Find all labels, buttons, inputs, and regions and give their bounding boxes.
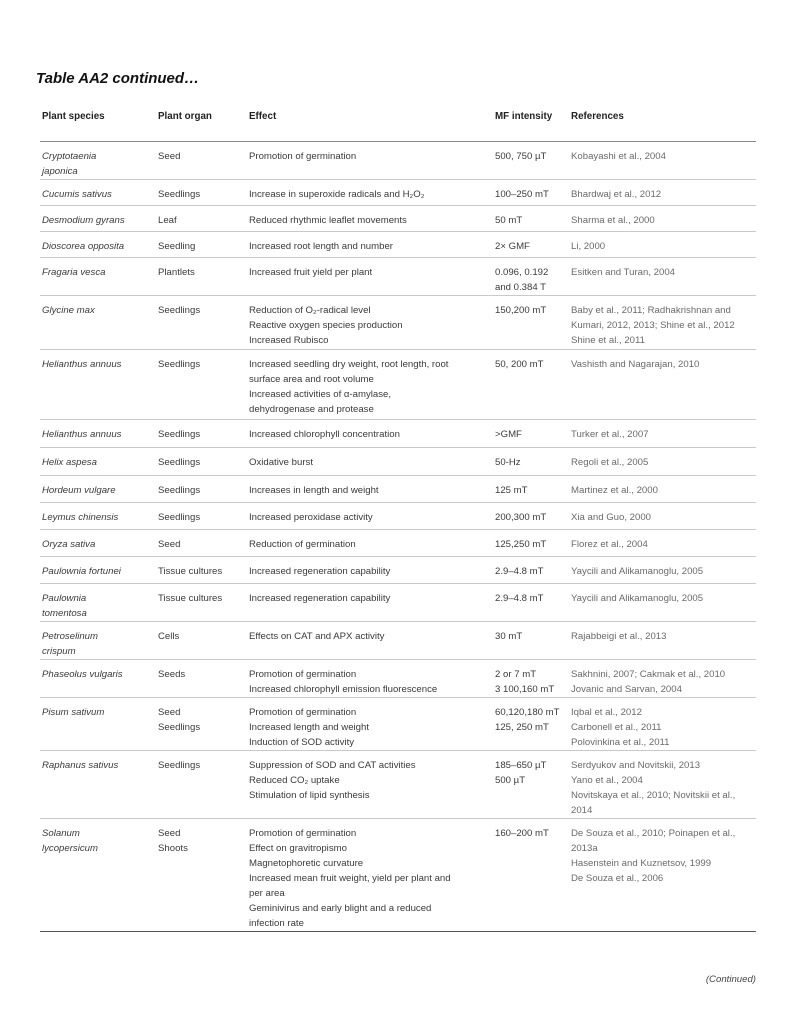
cell-plant-organ bbox=[158, 420, 249, 447]
cell-line: Cells bbox=[158, 631, 180, 642]
cell-plant-organ bbox=[158, 530, 249, 556]
cell-line: tomentosa bbox=[42, 608, 87, 619]
cell-line: Bhardwaj et al., 2012 bbox=[571, 189, 662, 200]
cell-line: Seedlings bbox=[158, 359, 201, 370]
cell-plant-organ bbox=[158, 819, 249, 931]
cell-line: 185–650 µT bbox=[495, 760, 547, 771]
cell-line: Kobayashi et al., 2004 bbox=[571, 151, 666, 162]
cell-line: Seedlings bbox=[158, 485, 201, 496]
plant-effects-table bbox=[40, 104, 756, 932]
cell-plant-organ bbox=[158, 557, 249, 583]
cell-line: Increase in superoxide radicals and H₂O₂ bbox=[249, 189, 425, 200]
cell-line: Paulownia fortunei bbox=[42, 566, 121, 577]
cell-plant-species bbox=[40, 819, 158, 931]
cell-line: 50, 200 mT bbox=[495, 359, 544, 370]
cell-line: De Souza et al., 2006 bbox=[571, 873, 664, 884]
cell-line: 50-Hz bbox=[495, 457, 521, 468]
cell-plant-organ bbox=[158, 476, 249, 502]
cell-line: 0.096, 0.192 bbox=[495, 267, 549, 278]
cell-line: 2.9–4.8 mT bbox=[495, 593, 544, 604]
cell-line: 160–200 mT bbox=[495, 828, 549, 839]
cell-line: Sharma et al., 2000 bbox=[571, 215, 655, 226]
table-heading: Table AA2 continued… bbox=[36, 70, 200, 87]
table-row bbox=[40, 296, 756, 350]
cell-mf-intensity bbox=[495, 819, 571, 931]
cell-references bbox=[571, 258, 756, 295]
cell-line: dehydrogenase and protease bbox=[249, 404, 374, 415]
cell-effect bbox=[249, 420, 495, 447]
cell-line: Kumari, 2012, 2013; Shine et al., 2012 bbox=[571, 320, 735, 331]
cell-plant-organ bbox=[158, 448, 249, 475]
cell-mf-intensity bbox=[495, 557, 571, 583]
cell-line: Hasenstein and Kuznetsov, 1999 bbox=[571, 858, 712, 869]
table-row bbox=[40, 660, 756, 698]
cell-line: Serdyukov and Novitskii, 2013 bbox=[571, 760, 701, 771]
cell-line: Yaycili and Alikamanoglu, 2005 bbox=[571, 566, 704, 577]
cell-line: 2014 bbox=[571, 805, 593, 816]
cell-line: Seed bbox=[158, 828, 181, 839]
cell-line: Increased regeneration capability bbox=[249, 593, 391, 604]
cell-mf-intensity bbox=[495, 584, 571, 621]
cell-references bbox=[571, 232, 756, 257]
cell-effect bbox=[249, 751, 495, 818]
cell-line: Increased peroxidase activity bbox=[249, 512, 373, 523]
cell-line: Reactive oxygen species production bbox=[249, 320, 403, 331]
cell-line: Dioscorea opposita bbox=[42, 241, 125, 252]
table-row bbox=[40, 751, 756, 819]
cell-plant-organ bbox=[158, 503, 249, 529]
cell-line: 125, 250 mT bbox=[495, 722, 549, 733]
table-row bbox=[40, 819, 756, 932]
cell-line: Increased chlorophyll concentration bbox=[249, 429, 400, 440]
cell-line: Xia and Guo, 2000 bbox=[571, 512, 652, 523]
cell-effect bbox=[249, 557, 495, 583]
cell-plant-species bbox=[40, 448, 158, 475]
cell-line: Glycine max bbox=[42, 305, 95, 316]
table-row bbox=[40, 232, 756, 258]
cell-line: De Souza et al., 2010; Poinapen et al., bbox=[571, 828, 736, 839]
cell-line: Phaseolus vulgaris bbox=[42, 669, 123, 680]
cell-references bbox=[571, 503, 756, 529]
cell-mf-intensity bbox=[495, 698, 571, 750]
cell-line: and 0.384 T bbox=[495, 282, 547, 293]
cell-line: >GMF bbox=[495, 429, 522, 440]
cell-plant-organ bbox=[158, 584, 249, 621]
cell-plant-organ bbox=[158, 232, 249, 257]
cell-line: Promotion of germination bbox=[249, 669, 357, 680]
cell-line: Rajabbeigi et al., 2013 bbox=[571, 631, 667, 642]
cell-line: Tissue cultures bbox=[158, 593, 223, 604]
cell-effect bbox=[249, 698, 495, 750]
cell-line: Florez et al., 2004 bbox=[571, 539, 648, 550]
cell-line: Reduction of germination bbox=[249, 539, 356, 550]
cell-references bbox=[571, 142, 756, 179]
cell-line: Esitken and Turan, 2004 bbox=[571, 267, 676, 278]
cell-line: Jovanic and Sarvan, 2004 bbox=[571, 684, 682, 695]
cell-line: Petroselinum bbox=[42, 631, 98, 642]
cell-plant-species bbox=[40, 530, 158, 556]
cell-line: 125 mT bbox=[495, 485, 528, 496]
cell-line: 500, 750 µT bbox=[495, 151, 547, 162]
cell-effect bbox=[249, 503, 495, 529]
cell-line: Leaf bbox=[158, 215, 177, 226]
cell-plant-species bbox=[40, 660, 158, 697]
cell-line: Baby et al., 2011; Radhakrishnan and bbox=[571, 305, 731, 316]
cell-line: Promotion of germination bbox=[249, 151, 357, 162]
cell-line: Hordeum vulgare bbox=[42, 485, 116, 496]
cell-plant-organ bbox=[158, 622, 249, 659]
cell-line: 60,120,180 mT bbox=[495, 707, 560, 718]
cell-line: 2013a bbox=[571, 843, 598, 854]
cell-line: Increases in length and weight bbox=[249, 485, 379, 496]
table-row bbox=[40, 622, 756, 660]
cell-effect bbox=[249, 258, 495, 295]
cell-line: Effect on gravitropismo bbox=[249, 843, 347, 854]
cell-effect bbox=[249, 476, 495, 502]
cell-effect bbox=[249, 296, 495, 349]
cell-plant-organ bbox=[158, 258, 249, 295]
cell-line: Seedlings bbox=[158, 457, 201, 468]
cell-line: Seedlings bbox=[158, 722, 201, 733]
table-row bbox=[40, 530, 756, 557]
cell-line: Seedlings bbox=[158, 512, 201, 523]
cell-line: Cucumis sativus bbox=[42, 189, 112, 200]
cell-mf-intensity bbox=[495, 530, 571, 556]
cell-line: 125,250 mT bbox=[495, 539, 547, 550]
table-row bbox=[40, 206, 756, 232]
cell-line: Seedlings bbox=[158, 189, 201, 200]
table-row bbox=[40, 180, 756, 206]
table-row bbox=[40, 142, 756, 180]
continued-note: (Continued) bbox=[705, 974, 756, 985]
cell-plant-species bbox=[40, 142, 158, 179]
cell-line: 3 100,160 mT bbox=[495, 684, 555, 695]
cell-line: 150,200 mT bbox=[495, 305, 547, 316]
cell-line: Increased activities of α-amylase, bbox=[249, 389, 392, 400]
cell-mf-intensity bbox=[495, 296, 571, 349]
cell-mf-intensity bbox=[495, 622, 571, 659]
cell-line: Helianthus annuus bbox=[42, 429, 122, 440]
cell-line: Increased seedling dry weight, root length, root bbox=[249, 359, 449, 370]
cell-plant-species bbox=[40, 232, 158, 257]
cell-line: Magnetophoretic curvature bbox=[249, 858, 364, 869]
cell-mf-intensity bbox=[495, 503, 571, 529]
cell-line: Increased chlorophyll emission fluorescence bbox=[249, 684, 438, 695]
table-row bbox=[40, 698, 756, 751]
header-references: References bbox=[571, 111, 624, 122]
cell-mf-intensity bbox=[495, 232, 571, 257]
cell-line: 2.9–4.8 mT bbox=[495, 566, 544, 577]
cell-effect bbox=[249, 142, 495, 179]
cell-line: per area bbox=[249, 888, 285, 899]
cell-line: Tissue cultures bbox=[158, 566, 223, 577]
cell-plant-species bbox=[40, 622, 158, 659]
cell-line: Yaycili and Alikamanoglu, 2005 bbox=[571, 593, 704, 604]
cell-line: Turker et al., 2007 bbox=[571, 429, 649, 440]
cell-mf-intensity bbox=[495, 258, 571, 295]
cell-effect bbox=[249, 819, 495, 931]
cell-line: Yano et al., 2004 bbox=[571, 775, 643, 786]
cell-line: surface area and root volume bbox=[249, 374, 374, 385]
cell-line: Novitskaya et al., 2010; Novitskii et al., bbox=[571, 790, 736, 801]
cell-effect bbox=[249, 448, 495, 475]
cell-plant-organ bbox=[158, 180, 249, 205]
cell-line: Increased regeneration capability bbox=[249, 566, 391, 577]
cell-mf-intensity bbox=[495, 350, 571, 419]
cell-plant-species bbox=[40, 420, 158, 447]
cell-line: Increased mean fruit weight, yield per plant and bbox=[249, 873, 451, 884]
cell-plant-species bbox=[40, 557, 158, 583]
cell-line: Reduced rhythmic leaflet movements bbox=[249, 215, 407, 226]
cell-line: 50 mT bbox=[495, 215, 523, 226]
cell-line: 30 mT bbox=[495, 631, 523, 642]
cell-line: Shoots bbox=[158, 843, 188, 854]
cell-plant-species bbox=[40, 258, 158, 295]
cell-line: 2 or 7 mT bbox=[495, 669, 537, 680]
cell-line: Seeds bbox=[158, 669, 186, 680]
cell-line: Fragaria vesca bbox=[42, 267, 106, 278]
table-row bbox=[40, 476, 756, 503]
cell-line: Paulownia bbox=[42, 593, 87, 604]
header-plant-organ: Plant organ bbox=[158, 111, 212, 122]
cell-plant-species bbox=[40, 206, 158, 231]
table-row bbox=[40, 584, 756, 622]
cell-line: Induction of SOD activity bbox=[249, 737, 355, 748]
cell-effect bbox=[249, 206, 495, 231]
cell-line: Cryptotaenia bbox=[42, 151, 97, 162]
cell-plant-species bbox=[40, 476, 158, 502]
cell-line: Sakhnini, 2007; Cakmak et al., 2010 bbox=[571, 669, 726, 680]
cell-line: 500 µT bbox=[495, 775, 526, 786]
table-row bbox=[40, 420, 756, 448]
cell-line: Seedlings bbox=[158, 429, 201, 440]
cell-plant-organ bbox=[158, 350, 249, 419]
cell-line: Suppression of SOD and CAT activities bbox=[249, 760, 416, 771]
cell-line: Increased Rubisco bbox=[249, 335, 329, 346]
cell-references bbox=[571, 660, 756, 697]
cell-line: Stimulation of lipid synthesis bbox=[249, 790, 370, 801]
cell-line: Carbonell et al., 2011 bbox=[571, 722, 662, 733]
cell-references bbox=[571, 584, 756, 621]
cell-effect bbox=[249, 622, 495, 659]
cell-plant-species bbox=[40, 751, 158, 818]
cell-line: Plantlets bbox=[158, 267, 195, 278]
cell-plant-organ bbox=[158, 296, 249, 349]
cell-line: 2× GMF bbox=[495, 241, 530, 252]
cell-effect bbox=[249, 584, 495, 621]
cell-references bbox=[571, 530, 756, 556]
cell-line: Iqbal et al., 2012 bbox=[571, 707, 642, 718]
cell-effect bbox=[249, 180, 495, 205]
cell-effect bbox=[249, 530, 495, 556]
cell-references bbox=[571, 448, 756, 475]
table-row bbox=[40, 503, 756, 530]
cell-line: Leymus chinensis bbox=[42, 512, 119, 523]
table-row bbox=[40, 350, 756, 420]
cell-effect bbox=[249, 350, 495, 419]
cell-plant-species bbox=[40, 350, 158, 419]
cell-line: Vashisth and Nagarajan, 2010 bbox=[571, 359, 700, 370]
cell-mf-intensity bbox=[495, 142, 571, 179]
cell-references bbox=[571, 350, 756, 419]
cell-line: Martinez et al., 2000 bbox=[571, 485, 658, 496]
cell-plant-species bbox=[40, 296, 158, 349]
cell-mf-intensity bbox=[495, 206, 571, 231]
cell-line: Seedlings bbox=[158, 305, 201, 316]
cell-plant-organ bbox=[158, 751, 249, 818]
cell-line: Pisum sativum bbox=[42, 707, 105, 718]
cell-line: Seed bbox=[158, 539, 181, 550]
cell-line: Desmodium gyrans bbox=[42, 215, 125, 226]
table-row bbox=[40, 557, 756, 584]
cell-line: Effects on CAT and APX activity bbox=[249, 631, 385, 642]
cell-line: Increased length and weight bbox=[249, 722, 370, 733]
cell-line: Oxidative burst bbox=[249, 457, 313, 468]
cell-line: Seed bbox=[158, 151, 181, 162]
cell-references bbox=[571, 819, 756, 931]
cell-line: Li, 2000 bbox=[571, 241, 606, 252]
cell-line: Seed bbox=[158, 707, 181, 718]
cell-line: 200,300 mT bbox=[495, 512, 547, 523]
cell-references bbox=[571, 622, 756, 659]
table-row bbox=[40, 448, 756, 476]
cell-line: Reduced CO₂ uptake bbox=[249, 775, 340, 786]
cell-plant-species bbox=[40, 698, 158, 750]
cell-line: lycopersicum bbox=[42, 843, 98, 854]
cell-line: Seedling bbox=[158, 241, 196, 252]
cell-plant-organ bbox=[158, 660, 249, 697]
table-row bbox=[40, 258, 756, 296]
header-effect: Effect bbox=[249, 111, 277, 122]
cell-line: crispum bbox=[42, 646, 76, 657]
cell-line: Helix aspesa bbox=[42, 457, 97, 468]
cell-line: Geminivirus and early blight and a reduced bbox=[249, 903, 432, 914]
cell-line: Increased root length and number bbox=[249, 241, 393, 252]
cell-line: infection rate bbox=[249, 918, 304, 929]
cell-line: Promotion of germination bbox=[249, 828, 357, 839]
cell-references bbox=[571, 751, 756, 818]
cell-mf-intensity bbox=[495, 660, 571, 697]
cell-line: Shine et al., 2011 bbox=[571, 335, 645, 346]
cell-references bbox=[571, 557, 756, 583]
header-mf-intensity: MF intensity bbox=[495, 111, 553, 122]
cell-effect bbox=[249, 232, 495, 257]
cell-line: Oryza sativa bbox=[42, 539, 96, 550]
cell-references bbox=[571, 296, 756, 349]
cell-plant-species bbox=[40, 584, 158, 621]
cell-line: Regoli et al., 2005 bbox=[571, 457, 649, 468]
cell-references bbox=[571, 420, 756, 447]
cell-references bbox=[571, 476, 756, 502]
cell-line: Increased fruit yield per plant bbox=[249, 267, 373, 278]
cell-line: Promotion of germination bbox=[249, 707, 357, 718]
cell-line: Reduction of O₂-radical level bbox=[249, 305, 371, 316]
cell-plant-species bbox=[40, 503, 158, 529]
cell-line: japonica bbox=[42, 166, 78, 177]
cell-line: Helianthus annuus bbox=[42, 359, 122, 370]
cell-mf-intensity bbox=[495, 180, 571, 205]
cell-references bbox=[571, 180, 756, 205]
cell-effect bbox=[249, 660, 495, 697]
cell-mf-intensity bbox=[495, 476, 571, 502]
cell-mf-intensity bbox=[495, 448, 571, 475]
cell-line: Polovinkina et al., 2011 bbox=[571, 737, 670, 748]
cell-line: 100–250 mT bbox=[495, 189, 549, 200]
cell-mf-intensity bbox=[495, 420, 571, 447]
table-header-row bbox=[40, 104, 756, 142]
cell-line: Seedlings bbox=[158, 760, 201, 771]
cell-plant-organ bbox=[158, 142, 249, 179]
cell-plant-species bbox=[40, 180, 158, 205]
header-plant-species: Plant species bbox=[42, 111, 105, 122]
cell-mf-intensity bbox=[495, 751, 571, 818]
cell-plant-organ bbox=[158, 206, 249, 231]
cell-line: Raphanus sativus bbox=[42, 760, 119, 771]
cell-line: Solanum bbox=[42, 828, 80, 839]
cell-plant-organ bbox=[158, 698, 249, 750]
cell-references bbox=[571, 698, 756, 750]
table-body bbox=[40, 142, 756, 932]
cell-references bbox=[571, 206, 756, 231]
